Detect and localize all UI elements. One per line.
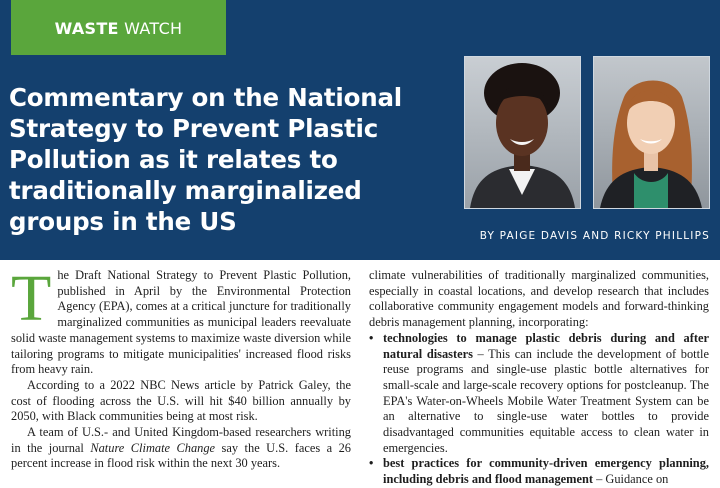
bullet-list (369, 331, 709, 488)
bullet-title: best practices for community-driven emergency planning, including debris and flood management (383, 456, 709, 487)
portrait-1-illustration (465, 57, 580, 208)
right-column (369, 268, 709, 488)
section-tag-rest: WATCH (118, 19, 183, 38)
bullet-text: – Guidance on (593, 472, 669, 487)
drop-cap: T (11, 262, 52, 335)
author-photo-paige-davis (464, 56, 581, 209)
bullet-text: – This can include the development of bottle reuse programs and single-use plastic bottle alternatives for small-scale and large-scale recovery options for postcleanup. The EPA's Water-on-Wheels Mobile Water Treatment System can be an alternative to single-use water bottles to provide disadvantaged communities equitable access to clean water in emergencies. (383, 346, 709, 455)
bullet-item (369, 331, 709, 457)
portrait-2-illustration (594, 57, 709, 208)
paragraph-3-after: say the U.S. faces a 26 percent increase in flood risk within the next 30 years. (11, 440, 352, 471)
section-tag (11, 0, 226, 55)
article-headline: Commentary on the National Strategy to Prevent Plastic Pollution as it relates to traditionally marginalized groups in the US (9, 83, 403, 236)
bullet-title: technologies to manage plastic debris during and after natural disasters (383, 330, 709, 361)
journal-name: Nature Climate Change (90, 440, 216, 455)
paragraph-2: According to a 2022 NBC News article by Patrick Galey, the cost of flooding across the U.S. will hit $40 billion annually by 2050, with Black communities being at most risk. (11, 377, 351, 424)
byline: BY PAIGE DAVIS AND RICKY PHILLIPS (479, 230, 710, 242)
paragraph-3-before: A team of U.S.- and United Kingdom-based researchers writing in the journal (11, 425, 351, 455)
author-photo-ricky-phillips (593, 56, 710, 209)
bullet-item (369, 456, 709, 487)
section-tag-bold: WASTE (54, 19, 119, 38)
left-column (11, 262, 352, 472)
paragraph-3 (11, 425, 351, 472)
right-intro: climate vulnerabilities of traditionally marginalized communities, especially in coastal locations, and develop research that includes collaborative community engagement models and forward-thinking debris management planning, incorporating: (369, 268, 709, 330)
paragraph-1: he Draft National Strategy to Prevent Plastic Pollution, published in April by the Environmental Protection Agency (EPA), comes at a critical juncture for traditionally marginalized communities as municipal leaders reevaluate solid waste management systems to maximize waste diversion while tailoring programs to mitigate municipalities' increased flood risks from heavy rain. (11, 268, 351, 377)
